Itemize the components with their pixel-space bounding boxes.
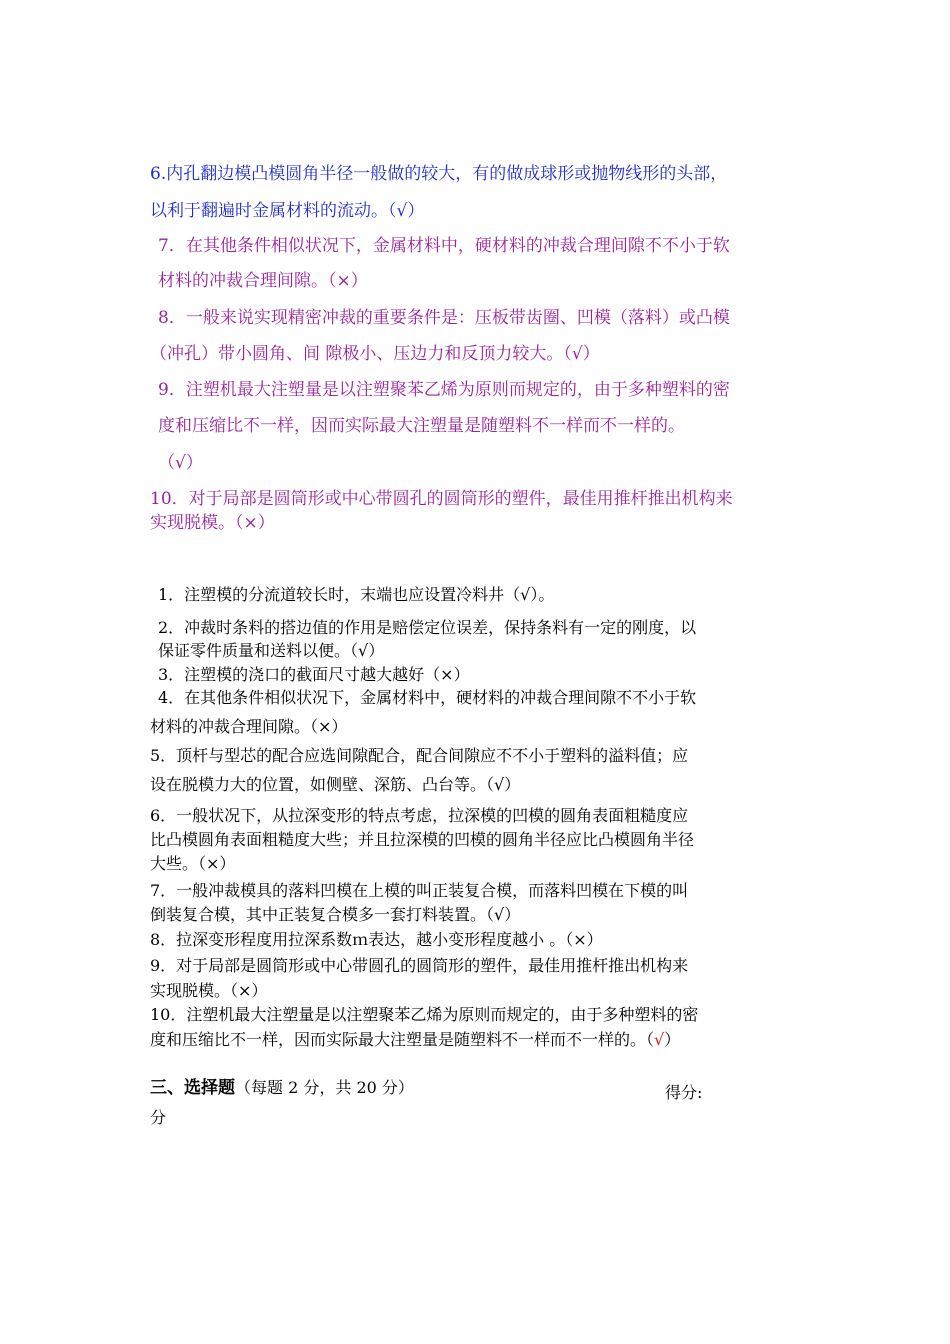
b-line-13: 倒装复合模，其中正装复合模多一套打料装置。（√） bbox=[150, 905, 521, 924]
b-line-18 bbox=[150, 1032, 680, 1048]
b-line-11: 大些。（×） bbox=[150, 854, 236, 873]
b-line-14: 8．拉深变形程度用拉深系数ｍ表达，越小变形程度越小 。（×） bbox=[150, 930, 603, 949]
score-label: 得分: bbox=[665, 1083, 703, 1102]
b-line-18-close: ） bbox=[664, 1030, 681, 1049]
b-line-16: 实现脱模。（×） bbox=[150, 981, 268, 1000]
b-line-17: 10．注塑机最大注塑量是以注塑聚苯乙烯为原则而规定的，由于多种塑料的密 bbox=[150, 1005, 699, 1024]
section-title: 三、选择题 bbox=[150, 1078, 235, 1098]
b-line-8: 设在脱模力大的位置，如侧壁、深筋、凸台等。（√） bbox=[150, 775, 521, 794]
b-line-15: 9．对于局部是圆筒形或中心带圆孔的圆筒形的塑件，最佳用推杆推出机构来 bbox=[150, 956, 689, 975]
a-line-11: 实现脱模。（×） bbox=[150, 513, 275, 533]
b-line-7: 5．顶杆与型芯的配合应选间隙配合，配合间隙应不不小于塑料的溢料值；应 bbox=[150, 746, 689, 765]
a-line-8: 度和压缩比不一样，因而实际最大注塑量是随塑料不一样而不一样的。 bbox=[158, 416, 685, 436]
a-line-5: 8．一般来说实现精密冲裁的重要条件是：压板带齿圈、凹模（落料）或凸模 bbox=[158, 308, 730, 328]
a-line-4: 材料的冲裁合理间隙。（×） bbox=[158, 271, 368, 291]
b-line-9: 6．一般状况下，从拉深变形的特点考虑，拉深模的凹模的圆角表面粗糙度应 bbox=[150, 806, 689, 825]
b-line-2: 2．冲裁时条料的搭边值的作用是赔偿定位误差，保持条料有一定的刚度，以 bbox=[158, 618, 697, 637]
a-line-6: （冲孔）带小圆角、间 隙极小、压边力和反顶力较大。（√） bbox=[150, 344, 600, 364]
b-line-6: 材料的冲裁合理间隙。（×） bbox=[150, 717, 348, 736]
b-line-18-text: 度和压缩比不一样，因而实际最大注塑量是随塑料不一样而不一样的。（ bbox=[150, 1030, 655, 1049]
a-line-7: 9．注塑机最大注塑量是以注塑聚苯乙烯为原则而规定的，由于多种塑料的密 bbox=[158, 380, 730, 400]
b-line-3: 保证零件质量和送料以便。（√） bbox=[158, 641, 385, 660]
b-line-10: 比凸模圆角表面粗糙度大些；并且拉深模的凹模的圆角半径应比凸模圆角半径 bbox=[150, 830, 695, 849]
b-line-12: 7．一般冲裁模具的落料凹模在上模的叫正装复合模，而落料凹模在下模的叫 bbox=[150, 881, 689, 900]
section-title-note: （每题 2 分，共 20 分） bbox=[235, 1078, 414, 1097]
b-line-5: 4．在其他条件相似状况下，金属材料中，硬材料的冲裁合理间隙不不小于软 bbox=[158, 688, 697, 707]
a-line-2: 以利于翻遍时金属材料的流动。（√） bbox=[150, 201, 425, 221]
score-unit: 分 bbox=[150, 1108, 167, 1127]
a-line-1: 6.内孔翻边模凸模圆角半径一般做的较大，有的做成球形或抛物线形的头部， bbox=[150, 164, 728, 184]
section-title-row bbox=[150, 1080, 414, 1097]
b-line-4: 3．注塑模的浇口的截面尺寸越大越好（×） bbox=[158, 665, 470, 684]
a-line-9: （√） bbox=[158, 453, 203, 473]
b-line-1: 1．注塑模的分流道较长时，末端也应设置冷料井（√）。 bbox=[158, 585, 555, 604]
check-mark-red: √ bbox=[654, 1030, 665, 1049]
a-line-3: 7．在其他条件相似状况下，金属材料中，硬材料的冲裁合理间隙不不小于软 bbox=[158, 236, 730, 256]
a-line-10: 10．对于局部是圆筒形或中心带圆孔的圆筒形的塑件，最佳用推杆推出机构来 bbox=[150, 489, 733, 509]
